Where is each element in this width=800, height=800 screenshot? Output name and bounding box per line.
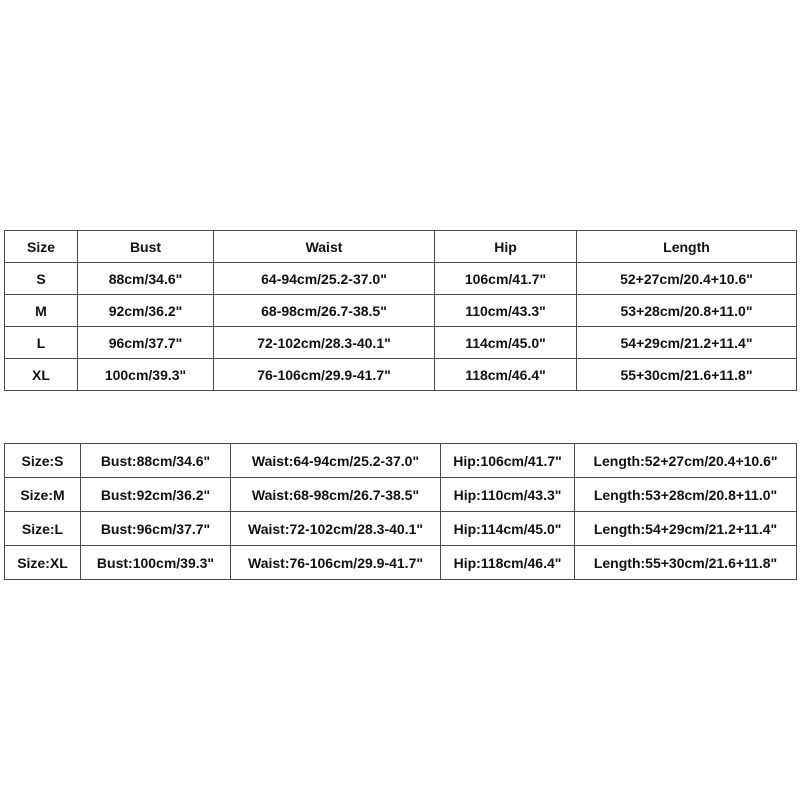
length-cell: 53+28cm/20.8+11.0" — [577, 295, 797, 327]
length-cell: 52+27cm/20.4+10.6" — [577, 263, 797, 295]
table-row — [5, 546, 797, 580]
size-cell: Size:XL — [5, 546, 81, 580]
table-row — [5, 359, 797, 391]
header-cell-waist: Waist — [214, 231, 435, 263]
hip-cell: Hip:110cm/43.3" — [441, 478, 575, 512]
size-cell: Size:L — [5, 512, 81, 546]
hip-cell: Hip:118cm/46.4" — [441, 546, 575, 580]
bust-cell: Bust:88cm/34.6" — [81, 444, 231, 478]
hip-cell: Hip:114cm/45.0" — [441, 512, 575, 546]
length-cell: Length:53+28cm/20.8+11.0" — [575, 478, 797, 512]
header-cell-bust: Bust — [78, 231, 214, 263]
table-row — [5, 444, 797, 478]
size-cell: Size:M — [5, 478, 81, 512]
table-row — [5, 478, 797, 512]
bust-cell: Bust:92cm/36.2" — [81, 478, 231, 512]
header-cell-hip: Hip — [435, 231, 577, 263]
waist-cell: 68-98cm/26.7-38.5" — [214, 295, 435, 327]
length-cell: Length:54+29cm/21.2+11.4" — [575, 512, 797, 546]
size-cell: S — [5, 263, 78, 295]
table-row — [5, 263, 797, 295]
length-cell: 54+29cm/21.2+11.4" — [577, 327, 797, 359]
bust-cell: 88cm/34.6" — [78, 263, 214, 295]
bust-cell: Bust:96cm/37.7" — [81, 512, 231, 546]
waist-cell: 72-102cm/28.3-40.1" — [214, 327, 435, 359]
table-row — [5, 295, 797, 327]
size-cell: Size:S — [5, 444, 81, 478]
waist-cell: 64-94cm/25.2-37.0" — [214, 263, 435, 295]
header-cell-length: Length — [577, 231, 797, 263]
hip-cell: 110cm/43.3" — [435, 295, 577, 327]
bust-cell: 100cm/39.3" — [78, 359, 214, 391]
hip-cell: 106cm/41.7" — [435, 263, 577, 295]
waist-cell: Waist:64-94cm/25.2-37.0" — [231, 444, 441, 478]
table-header-row — [5, 231, 797, 263]
hip-cell: 118cm/46.4" — [435, 359, 577, 391]
size-cell: XL — [5, 359, 78, 391]
size-chart-table — [4, 230, 797, 391]
waist-cell: Waist:68-98cm/26.7-38.5" — [231, 478, 441, 512]
bust-cell: 96cm/37.7" — [78, 327, 214, 359]
hip-cell: 114cm/45.0" — [435, 327, 577, 359]
waist-cell: Waist:72-102cm/28.3-40.1" — [231, 512, 441, 546]
bust-cell: 92cm/36.2" — [78, 295, 214, 327]
length-cell: Length:52+27cm/20.4+10.6" — [575, 444, 797, 478]
size-chart-labeled-table — [4, 443, 797, 580]
waist-cell: Waist:76-106cm/29.9-41.7" — [231, 546, 441, 580]
bust-cell: Bust:100cm/39.3" — [81, 546, 231, 580]
size-cell: M — [5, 295, 78, 327]
length-cell: 55+30cm/21.6+11.8" — [577, 359, 797, 391]
header-cell-size: Size — [5, 231, 78, 263]
table-row — [5, 327, 797, 359]
length-cell: Length:55+30cm/21.6+11.8" — [575, 546, 797, 580]
table-row — [5, 512, 797, 546]
size-cell: L — [5, 327, 78, 359]
hip-cell: Hip:106cm/41.7" — [441, 444, 575, 478]
waist-cell: 76-106cm/29.9-41.7" — [214, 359, 435, 391]
